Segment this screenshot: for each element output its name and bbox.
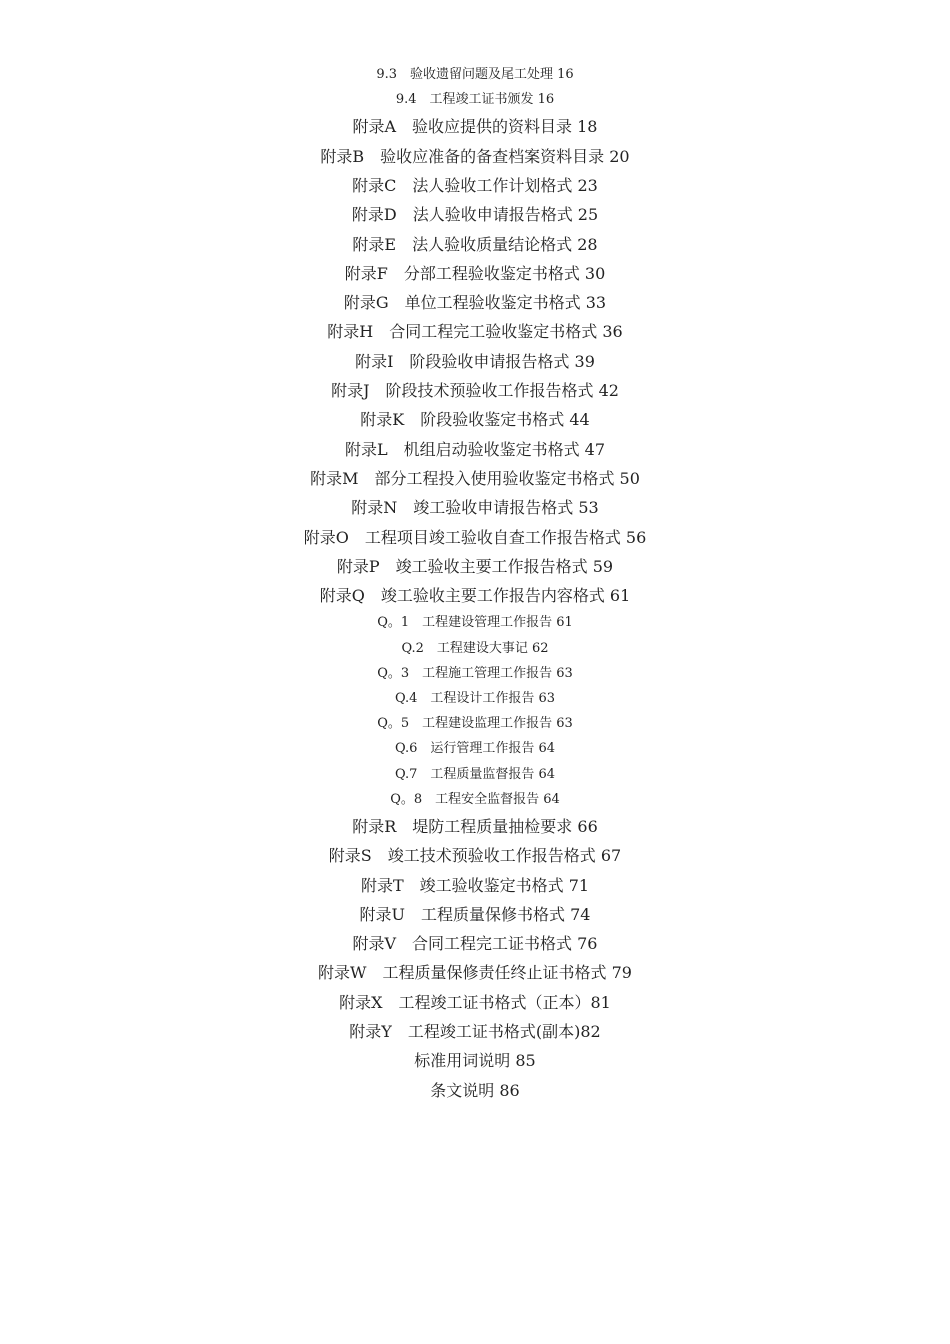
toc-entry: 附录F 分部工程验收鉴定书格式 30 — [344, 263, 606, 283]
toc-subentry: Q。8 工程安全监督报告 64 — [390, 791, 560, 807]
toc-entry: 标准用词说明 85 — [414, 1051, 536, 1071]
toc-entry: 附录K 阶段验收鉴定书格式 44 — [360, 410, 590, 430]
toc-subentry: Q.4 工程设计工作报告 63 — [394, 690, 556, 706]
toc-entry: 附录Q 竣工验收主要工作报告内容格式 61 — [319, 586, 631, 606]
toc-entry: 附录I 阶段验收申请报告格式 39 — [355, 351, 595, 371]
toc-subentry: Q。5 工程建设监理工作报告 63 — [377, 716, 573, 732]
toc-entry: 附录U 工程质量保修书格式 74 — [359, 904, 591, 924]
toc-entry: 附录E 法人验收质量结论格式 28 — [352, 234, 598, 254]
toc-entry: 附录O 工程项目竣工验收自查工作报告格式 56 — [303, 527, 647, 547]
toc-entry: 附录C 法人验收工作计划格式 23 — [352, 175, 598, 195]
toc-entry: 附录J 阶段技术预验收工作报告格式 42 — [331, 381, 619, 401]
toc-entry: 条文说明 86 — [430, 1080, 520, 1100]
toc-entry: 附录N 竣工验收申请报告格式 53 — [351, 498, 599, 518]
toc-entry: 附录Y 工程竣工证书格式(副本)82 — [349, 1022, 601, 1041]
toc-entry: 附录W 工程质量保修责任终止证书格式 79 — [318, 963, 632, 983]
toc-entry: 附录S 竣工技术预验收工作报告格式 67 — [328, 846, 622, 866]
table-of-contents — [0, 62, 950, 1105]
toc-entry: 附录M 部分工程投入使用验收鉴定书格式 50 — [310, 468, 640, 488]
toc-entry: 附录V 合同工程完工证书格式 76 — [352, 934, 598, 954]
toc-entry: 附录R 堤防工程质量抽检要求 66 — [352, 816, 598, 836]
toc-entry: 附录L 机组启动验收鉴定书格式 47 — [344, 439, 606, 459]
toc-entry: 附录P 竣工验收主要工作报告格式 59 — [336, 556, 614, 576]
toc-subentry: Q.7 工程质量监督报告 64 — [394, 766, 556, 782]
toc-entry: 附录D 法人验收申请报告格式 25 — [351, 205, 599, 225]
toc-subentry: Q.6 运行管理工作报告 64 — [394, 741, 556, 757]
toc-entry: 附录G 单位工程验收鉴定书格式 33 — [343, 293, 607, 313]
toc-entry: 附录X 工程竣工证书格式（正本）81 — [339, 992, 611, 1012]
toc-entry: 附录T 竣工验收鉴定书格式 71 — [360, 875, 590, 895]
toc-subentry: 9.4 工程竣工证书颁发 16 — [395, 92, 555, 108]
toc-subentry: Q.2 工程建设大事记 62 — [401, 640, 549, 656]
toc-subentry: 9.3 验收遗留问题及尾工处理 16 — [376, 67, 574, 82]
toc-entry: 附录A 验收应提供的资料目录 18 — [352, 117, 598, 137]
toc-subentry: Q。1 工程建设管理工作报告 61 — [377, 615, 573, 631]
toc-subentry: Q。3 工程施工管理工作报告 63 — [377, 665, 573, 681]
toc-entry: 附录H 合同工程完工验收鉴定书格式 36 — [327, 322, 623, 342]
toc-entry: 附录B 验收应准备的备查档案资料目录 20 — [320, 146, 630, 166]
